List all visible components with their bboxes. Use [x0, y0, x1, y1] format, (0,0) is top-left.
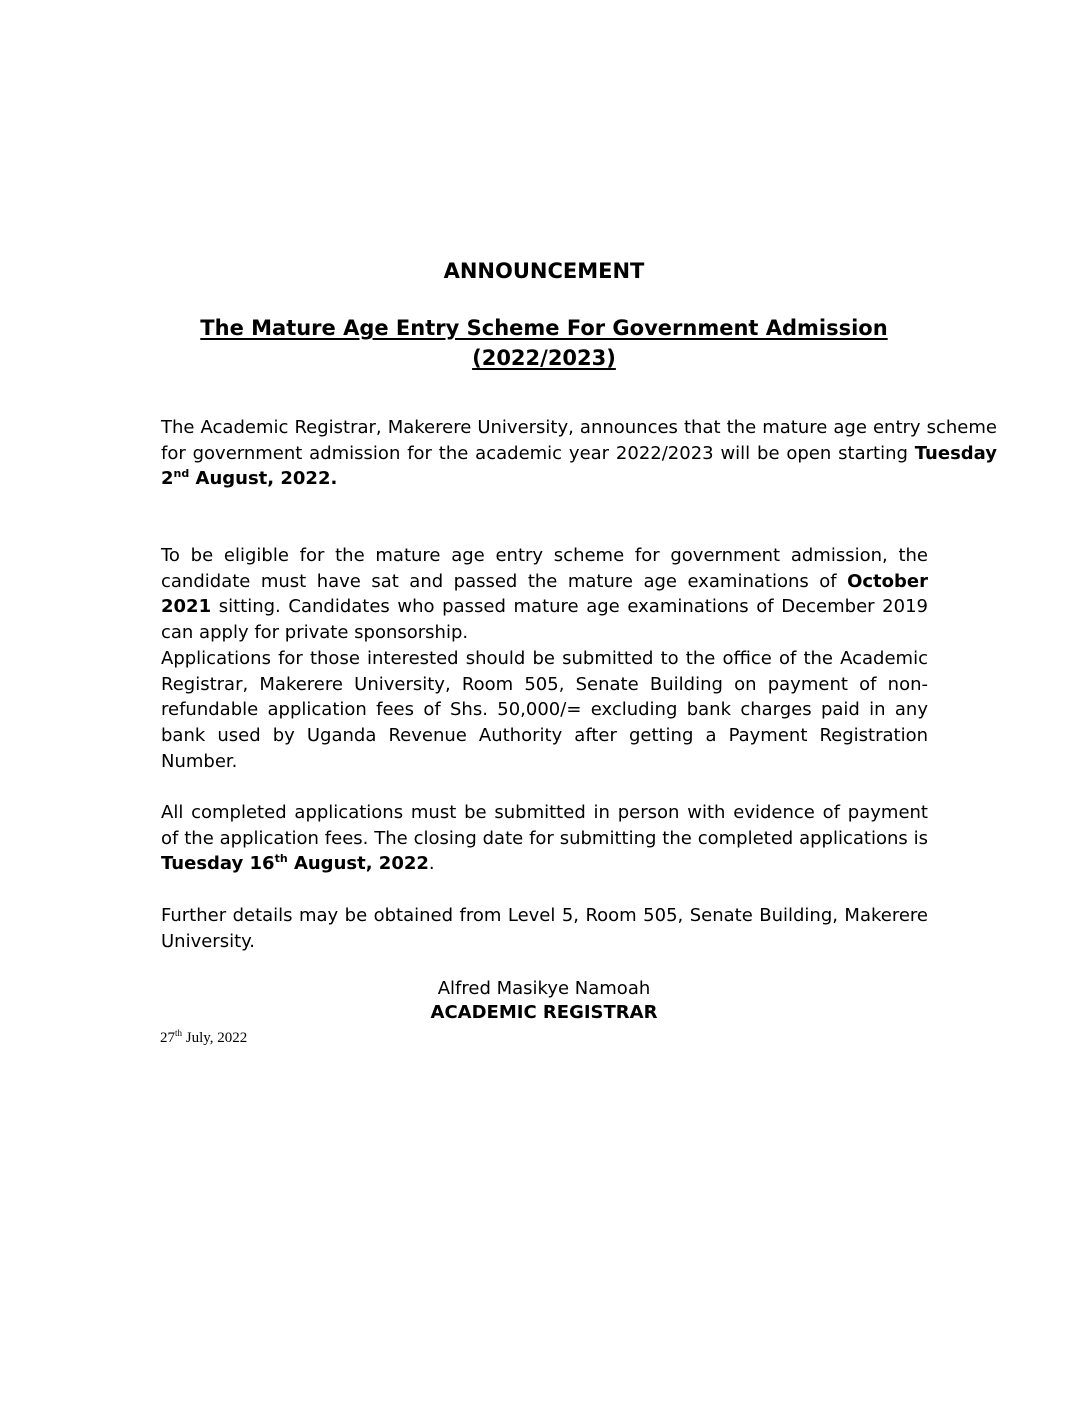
closing-date-month: August, 2022: [287, 853, 429, 875]
paragraph-text: Applications for those interested should be submitted to the office of the Academic Registrar, Makerere University, Room 505, Senate Building on payment of non-refundable application fees of Shs. 50,000/= excluding bank charges paid in any bank used by Uganda Revenue Authority after getting a Payment Registration Number.: [161, 648, 928, 772]
paragraph-text: All completed applications must be submitted in person with evidence of payment of the application fees. The closing date for submitting the completed applications is: [161, 802, 928, 849]
paragraph-eligibility: [161, 543, 928, 646]
paragraph-text: To be eligible for the mature age entry scheme for government admission, the candidate must have sat and passed the mature age examinations of: [161, 545, 928, 592]
subtitle-line-1: The Mature Age Entry Scheme For Government Admission: [200, 316, 888, 340]
exam-sitting: October 2021: [161, 570, 928, 618]
closing-date-day: Tuesday 16: [161, 853, 275, 875]
paragraph-text: sitting. Candidates who passed mature age examinations of December 2019 can apply for private sponsorship.: [161, 596, 928, 644]
paragraph-text: Further details may be obtained from Level 5, Room 505, Senate Building, Makerere University.: [161, 905, 928, 952]
date-suffix: th: [175, 1028, 183, 1038]
date-day: 27: [160, 1030, 175, 1046]
paragraph-further-details: [161, 903, 928, 954]
paragraph-text: The Academic Registrar, Makerere University, announces that the mature age entry scheme for government admission for the academic year 2022/2023 will be open starting: [161, 417, 997, 464]
document-date: [160, 1030, 247, 1047]
announcement-subtitle: [150, 313, 938, 373]
opening-date-suffix: nd: [173, 467, 190, 481]
paragraph-closing-date: [161, 800, 928, 877]
closing-date-period: .: [428, 853, 435, 875]
closing-date: [161, 853, 429, 874]
closing-date-suffix: th: [274, 852, 288, 866]
opening-date-month: August, 2022.: [189, 468, 338, 490]
paragraph-opening-date: [161, 415, 997, 492]
page-title: ANNOUNCEMENT: [443, 259, 645, 283]
opening-date-day: Tuesday 2: [161, 442, 997, 490]
signatory-title: ACADEMIC REGISTRAR: [430, 1002, 658, 1023]
paragraph-application-fees: [161, 646, 928, 775]
signatory-name: Alfred Masikye Namoah: [437, 978, 651, 999]
date-month-year: July, 2022: [182, 1030, 248, 1046]
subtitle-line-2: (2022/2023): [472, 346, 616, 370]
